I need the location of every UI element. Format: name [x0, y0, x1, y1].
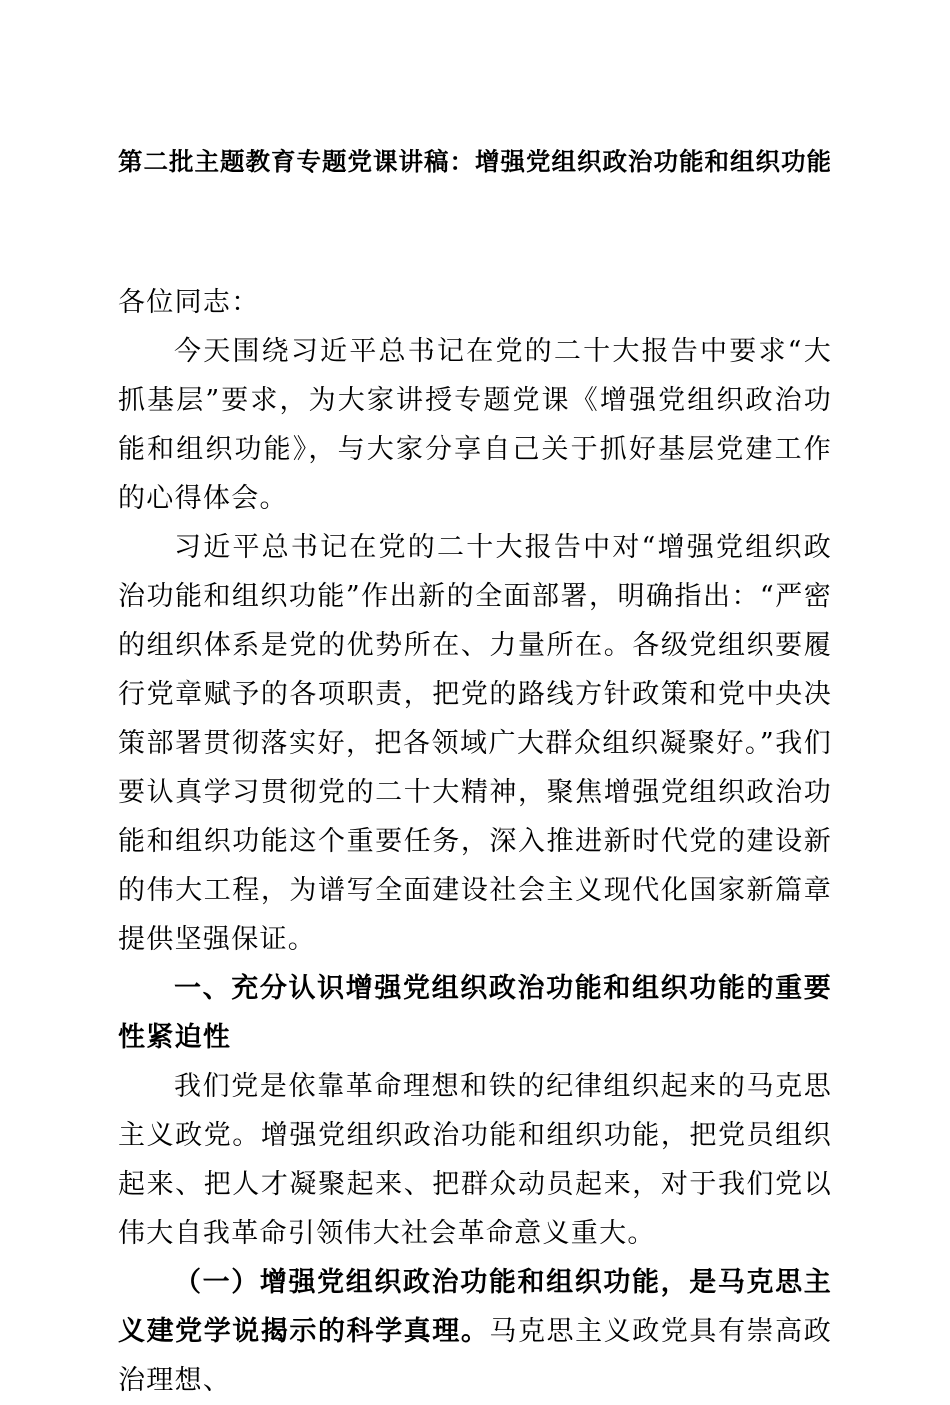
subsection-one-text: 马克思主义政党具有崇高政治理想、: [118, 1316, 832, 1396]
document-title: 第二批主题教育专题党课讲稿：增强党组织政治功能和组织功能: [118, 147, 832, 176]
section-heading-one: 一、充分认识增强党组织政治功能和组织功能的重要性紧迫性: [118, 973, 832, 1053]
subsection-one-paragraph: [118, 1258, 832, 1405]
salutation: 各位同志：: [118, 287, 260, 318]
subsection-one-lead: （一）增强党组织政治功能和组织功能，是马克思主义建党学说揭示的科学真理。: [118, 1267, 832, 1347]
section-one-intro: 我们党是依靠革命理想和铁的纪律组织起来的马克思主义政党。增强党组织政治功能和组织功能，把党员组织起来、把人才凝聚起来、把群众动员起来，对于我们党以伟大自我革命引领伟大社会革命意义重大。: [118, 1071, 832, 1249]
paragraph-intro: 今天围绕习近平总书记在党的二十大报告中要求“大抓基层”要求，为大家讲授专题党课《增强党组织政治功能和组织功能》，与大家分享自己关于抓好基层党建工作的心得体会。: [118, 336, 832, 514]
paragraph-report-quote: 习近平总书记在党的二十大报告中对“增强党组织政治功能和组织功能”作出新的全面部署，明确指出：“严密的组织体系是党的优势所在、力量所在。各级党组织要履行党章赋予的各项职责，把党的路线方针政策和党中央决策部署贯彻落实好，把各领域广大群众组织凝聚好。”我们要认真学习贯彻党的二十大精神，聚焦增强党组织政治功能和组织功能这个重要任务，深入推进新时代党的建设新的伟大工程，为谱写全面建设社会主义现代化国家新篇章提供坚强保证。: [118, 532, 832, 955]
document-body: [118, 278, 832, 1405]
